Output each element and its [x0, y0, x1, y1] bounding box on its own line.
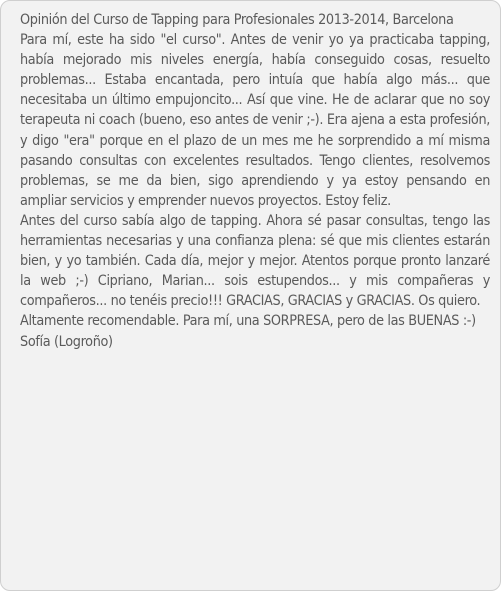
testimonial-paragraph: Altamente recomendable. Para mí, una SORPRESA, pero de las BUENAS :-): [20, 313, 476, 330]
testimonial-signature: Sofía (Logroño): [20, 333, 113, 350]
testimonial-title: Opinión del Curso de Tapping para Profesionales 2013-2014, Barcelona: [20, 12, 454, 28]
testimonial-text: [20, 10, 490, 352]
testimonial-paragraph: Antes del curso sabía algo de tapping. Ahora sé pasar consultas, tengo las herramientas necesarias y una confianza plena: sé que mis clientes estarán bien, y yo también. Cada día, mejor y mejor. Atentos porque pronto lanzaré la web ;-) Cipriano, Marian... sois estupendos... y mis compañeras y compañeros... no tenéis precio!!! GRACIAS, GRACIAS y GRACIAS. Os quiero.: [20, 212, 490, 310]
testimonial-paragraph: Para mí, este ha sido "el curso". Antes de venir yo ya practicaba tapping, había mejorado mis niveles energía, había conseguido cosas, resuelto problemas... Estaba encantada, pero intuía que había algo más... que necesitaba un último empujoncito... Así que vine. He de aclarar que no soy terapeuta ni coach (bueno, eso antes de venir ;-). Era ajena a esta profesión, y digo "era" porque en el plazo de un mes me he sorprendido a mí misma pasando consultas con excelentes resultados. Tengo clientes, resolvemos problemas, se me da bien, sigo aprendiendo y ya estoy pensando en ampliar servicios y emprender nuevos proyectos. Estoy feliz.: [20, 32, 490, 209]
